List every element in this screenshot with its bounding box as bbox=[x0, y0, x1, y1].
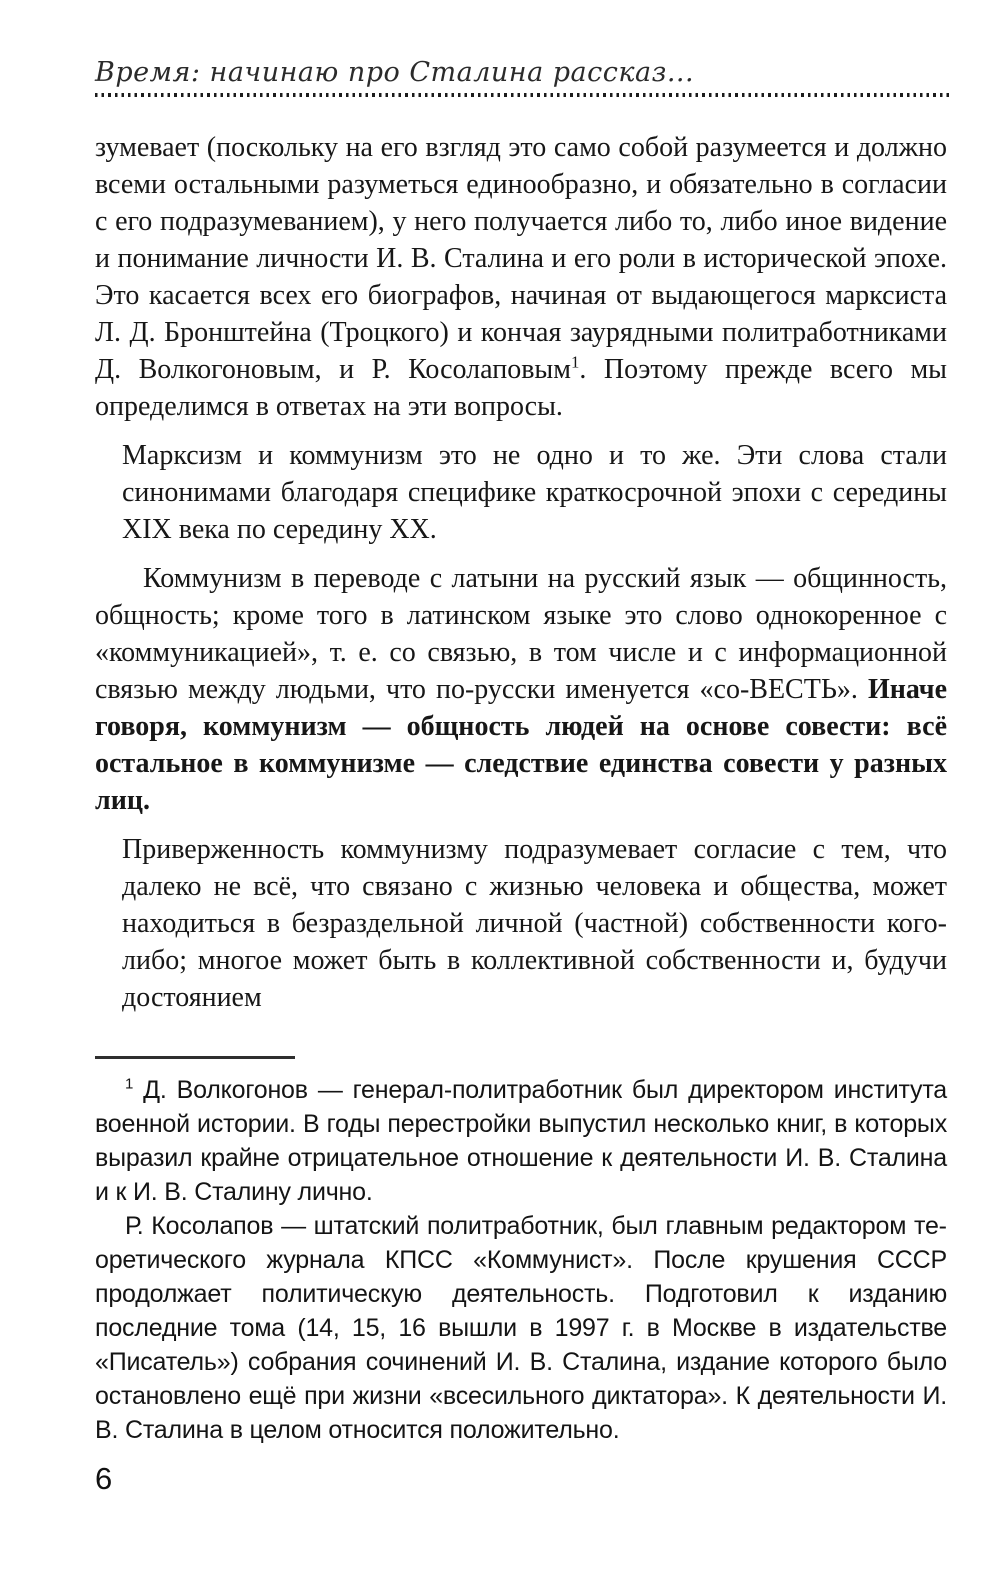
footnote-ref-marker: 1 bbox=[570, 352, 580, 372]
running-header bbox=[95, 56, 947, 97]
paragraph bbox=[95, 560, 947, 819]
footnote-paragraph bbox=[95, 1209, 947, 1447]
running-header-title: Время: начинаю про Сталина рассказ... bbox=[95, 57, 695, 88]
footnote-paragraph bbox=[95, 1073, 947, 1209]
bold-text-run: Иначе говоря, коммунизм — общность людей на основе совести: всё остальное в коммунизме — следствие единства совести у разных лиц. bbox=[95, 674, 947, 816]
paragraph bbox=[95, 129, 947, 425]
dotted-separator bbox=[95, 93, 953, 97]
page-number: 6 bbox=[95, 1461, 113, 1496]
text-run: Р. Косолапов — штатский политработник, был главным редактором теоретического журнала КПСС «Коммунист». После крушения СССР продолжает политическую деятельность. Подготовил к изданию последние тома (14, 15, 16 вышли в 1997 г. в Москве в издательстве «Писатель») собрания сочинений И. В. Сталина, издание которого было остановлено ещё при жизни «всесильного диктатора». К деятельности И. В. Сталина в целом относится положительно. bbox=[95, 1212, 947, 1444]
text-run: Д. Волкогонов — генерал-политработник был директором института военной истории. В годы перестройки выпустил несколько книг, в которых выразил крайне отрицательное отношение к деятельности И. В. Сталина и к И. В. Сталину лично. bbox=[95, 1076, 947, 1206]
footnote-ref-marker: 1 bbox=[125, 1075, 134, 1093]
footnote-separator bbox=[95, 1056, 295, 1059]
text-run: . Поэтому прежде всего мы определимся в ответах на эти вопросы. bbox=[95, 354, 947, 422]
text-run: Приверженность коммунизму подразумевает согласие с тем, что далеко не всё, что связано с жизнью человека и общества, может находиться в безраздельной личной (частной) собственности кого-либо; многое может быть в коллективной собственности и, будучи достоянием bbox=[122, 834, 947, 1013]
text-run: Коммунизм в переводе с латыни на русский язык — общинность, общность; кроме того в латинском языке это слово однокоренное с «коммуникацией», т. е. со связью, в том числе и с информационной связью между людьми, что по-русски именуется «со-ВЕСТЬ». bbox=[95, 563, 947, 705]
body-text bbox=[95, 129, 947, 1016]
paragraph bbox=[122, 437, 947, 548]
text-run: зумевает (поскольку на его взгляд это само собой разумеется и должно всеми остальными разуметься единообразно, и обязательно в согласии с его подразумеванием), у него получается либо то, либо иное видение и понимание личности И. В. Сталина и его роли в исторической эпохе. Это касается всех его биографов, начиная от выдающегося марксиста Л. Д. Бронштейна (Троцкого) и кончая заурядными политработниками Д. Волкогоновым, и Р. Косолаповым bbox=[95, 132, 947, 385]
text-run: Марксизм и коммунизм это не одно и то же. Эти слова стали синонимами благодаря специфике краткосрочной эпохи с середины XIX века по середину XX. bbox=[122, 440, 947, 545]
paragraph bbox=[122, 831, 947, 1016]
footnotes bbox=[95, 1073, 947, 1447]
